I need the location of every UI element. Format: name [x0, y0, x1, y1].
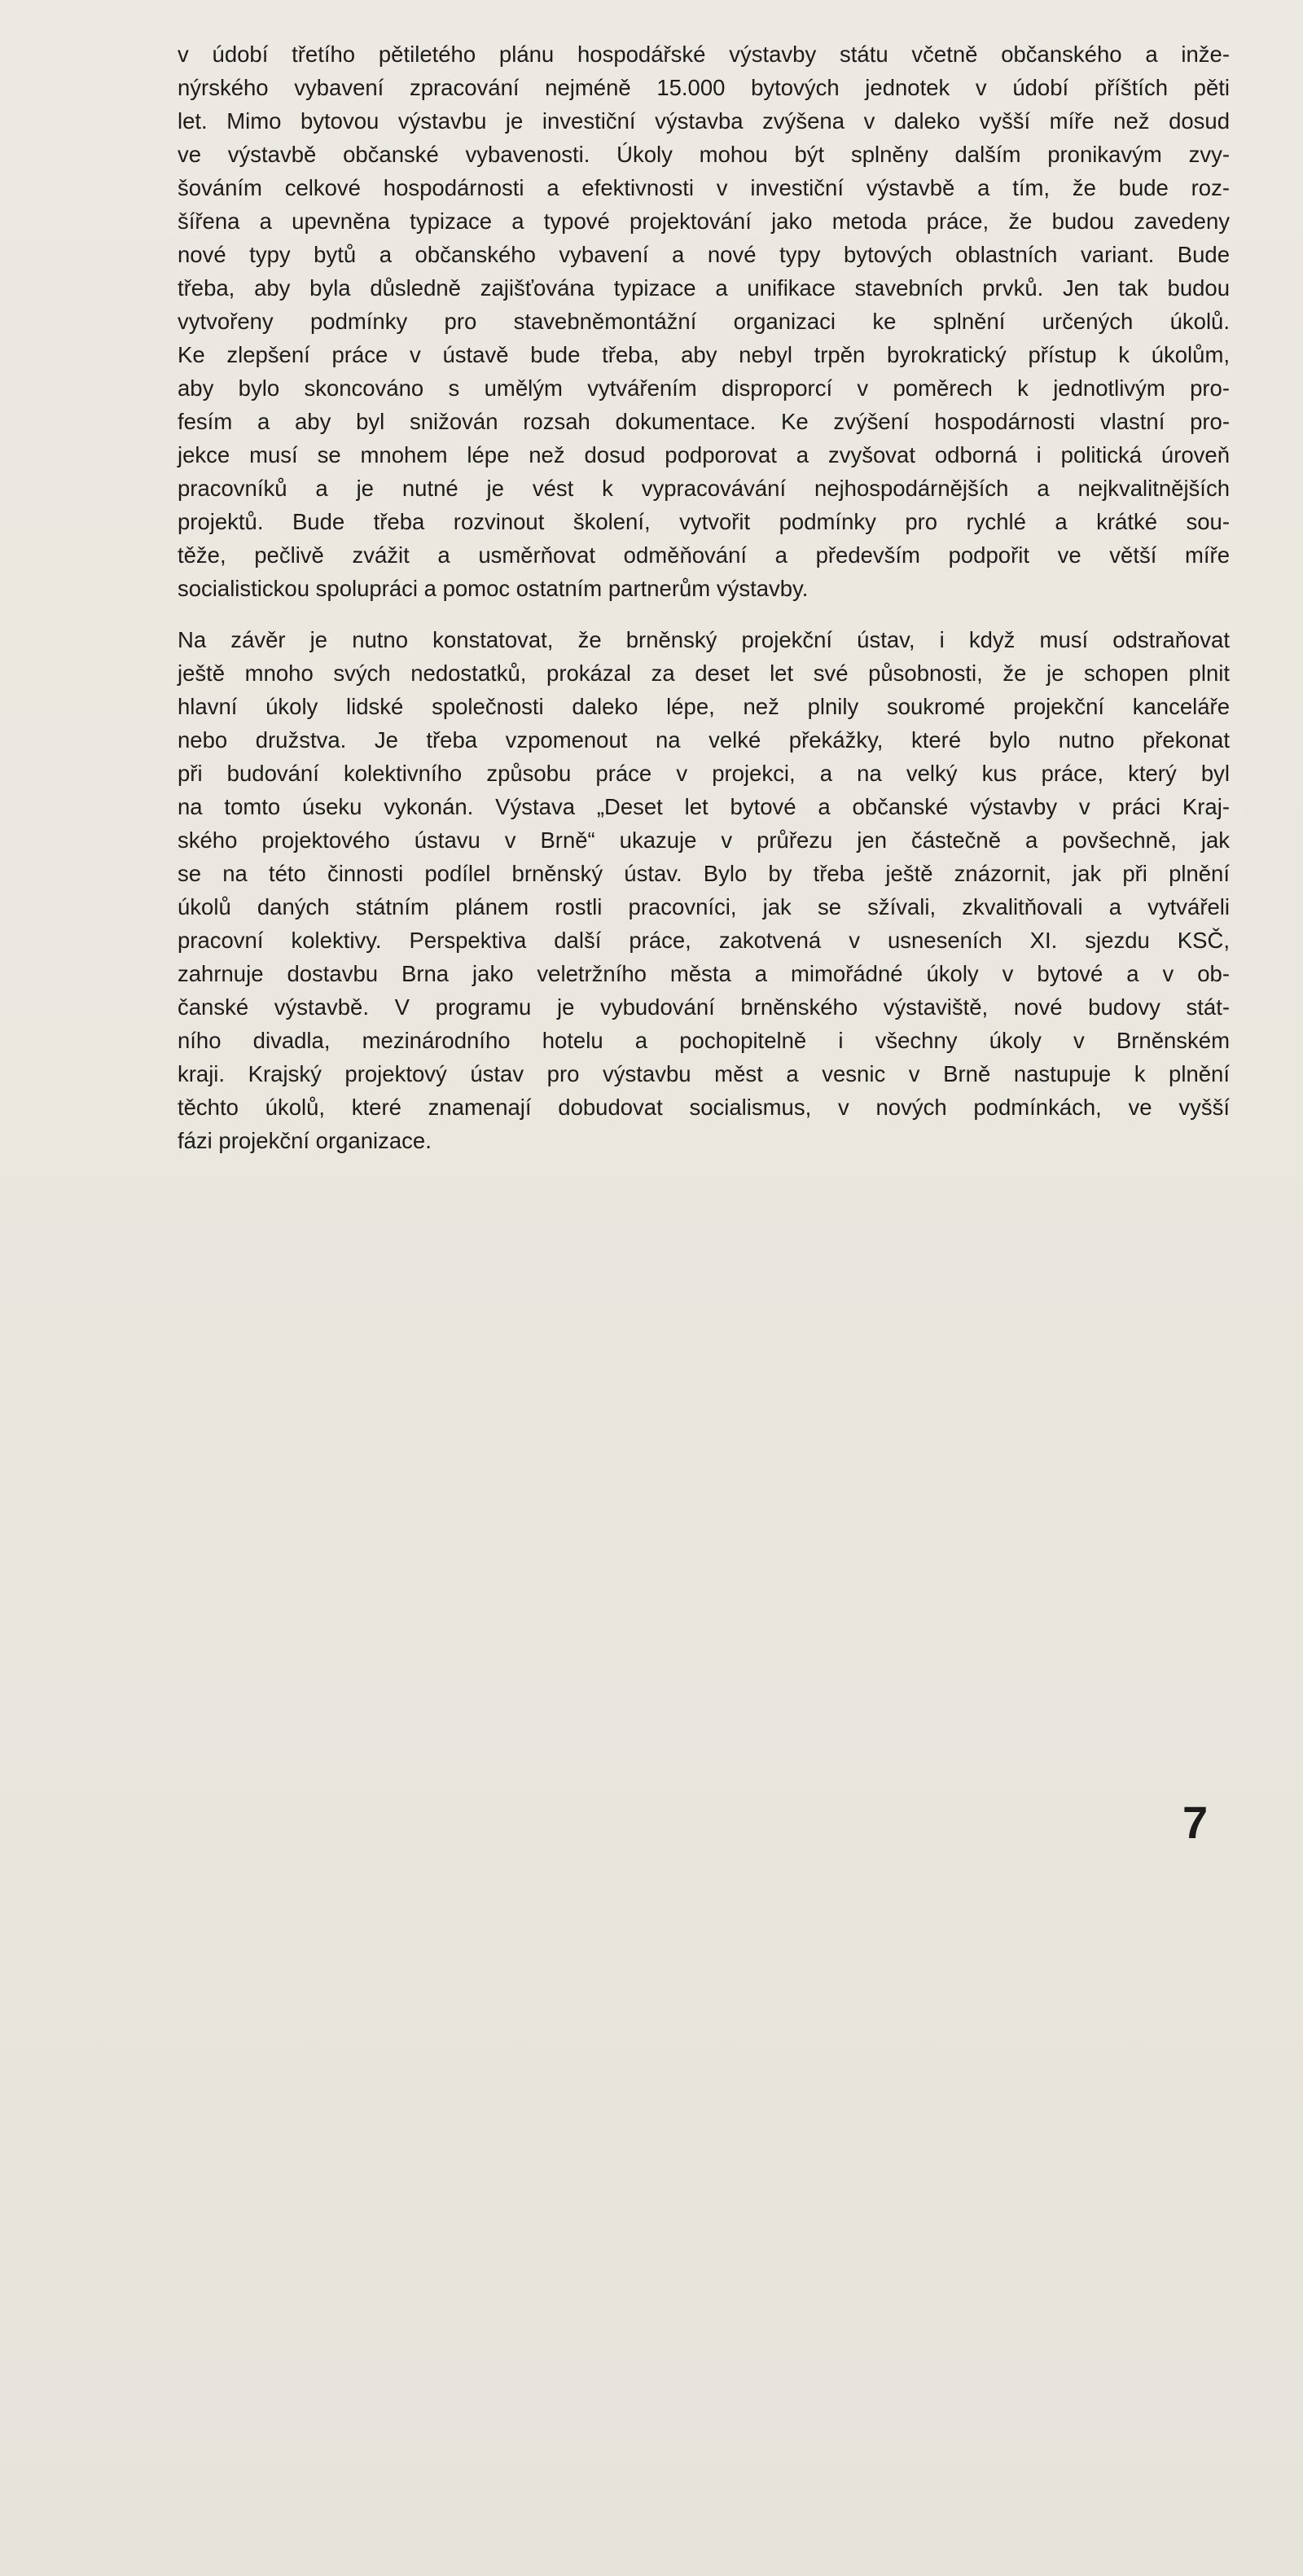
text-line: fesím a aby byl snižován rozsah dokumentace. Ke zvýšení hospodárnosti vlastní pro- — [178, 409, 1230, 434]
text-line: ského projektového ústavu v Brně“ ukazuje v průřezu jen částečně a povšechně, jak — [178, 827, 1230, 853]
text-line: zahrnuje dostavbu Brna jako veletržního města a mimořádné úkoly v bytové a v ob- — [178, 961, 1230, 986]
text-line: šířena a upevněna typizace a typové projektování jako metoda práce, že budou zavedeny — [178, 208, 1230, 234]
text-line: hlavní úkoly lidské společnosti daleko lépe, než plnily soukromé projekční kanceláře — [178, 694, 1230, 719]
text-line: se na této činnosti podílel brněnský ústav. Bylo by třeba ještě znázornit, jak při plnění — [178, 861, 1230, 886]
text-line: čanské výstavbě. V programu je vybudování brněnského výstaviště, nové budovy stát- — [178, 994, 1230, 1020]
text-line: úkolů daných státním plánem rostli pracovníci, jak se sžívali, zkvalitňovali a vytvářeli — [178, 894, 1230, 919]
text-line: projektů. Bude třeba rozvinout školení, vytvořit podmínky pro rychlé a krátké sou- — [178, 509, 1230, 534]
text-line: nebo družstva. Je třeba vzpomenout na velké překážky, které bylo nutno překonat — [178, 727, 1230, 753]
text-line: těže, pečlivě zvážit a usměrňovat odměňování a především podpořit ve větší míře — [178, 542, 1230, 568]
text-line: pracovní kolektivy. Perspektiva další práce, zakotvená v usneseních XI. sjezdu KSČ, — [178, 928, 1230, 953]
text-line: Na závěr je nutno konstatovat, že brněnský projekční ústav, i když musí odstraňovat — [178, 627, 1230, 652]
text-line: socialistickou spolupráci a pomoc ostatním partnerům výstavby. — [178, 576, 809, 601]
text-line: nýrského vybavení zpracování nejméně 15.000 bytových jednotek v údobí příštích pěti — [178, 75, 1230, 100]
text-line: pracovníků a je nutné je vést k vypracovávání nejhospodárnějších a nejkvalitnějších — [178, 476, 1230, 501]
text-line: třeba, aby byla důsledně zajišťována typizace a unifikace stavebních prvků. Jen tak budou — [178, 275, 1230, 301]
page-number: 7 — [1182, 1797, 1209, 1848]
text-line: na tomto úseku vykonán. Výstava „Deset let bytové a občanské výstavby v práci Kraj- — [178, 794, 1230, 819]
text-line: aby bylo skoncováno s umělým vytvářením disproporcí v poměrech k jednotlivým pro- — [178, 375, 1230, 401]
text-line: ve výstavbě občanské vybavenosti. Úkoly mohou být splněny dalším pronikavým zvy- — [178, 142, 1230, 167]
text-line: vytvořeny podmínky pro stavebněmontážní organizaci ke splnění určených úkolů. — [178, 309, 1230, 334]
text-line: v údobí třetího pětiletého plánu hospodářské výstavby státu včetně občanského a inže- — [178, 42, 1230, 67]
text-line: při budování kolektivního způsobu práce v projekci, a na velký kus práce, který byl — [178, 761, 1230, 786]
text-line: Ke zlepšení práce v ústavě bude třeba, aby nebyl trpěn byrokratický přístup k úkolům, — [178, 342, 1230, 367]
text-line: ního divadla, mezinárodního hotelu a pochopitelně i všechny úkoly v Brněnském — [178, 1028, 1230, 1053]
text-line: fázi projekční organizace. — [178, 1128, 432, 1153]
paragraph — [178, 623, 1230, 1157]
body-text — [178, 37, 1230, 1175]
text-line: jekce musí se mnohem lépe než dosud podporovat a zvyšovat odborná i politická úroveň — [178, 442, 1230, 467]
text-line: ještě mnoho svých nedostatků, prokázal za deset let své působnosti, že je schopen plnit — [178, 660, 1230, 686]
text-line: kraji. Krajský projektový ústav pro výstavbu měst a vesnic v Brně nastupuje k plnění — [178, 1061, 1230, 1086]
text-line: let. Mimo bytovou výstavbu je investiční výstavba zvýšena v daleko vyšší míře než dosud — [178, 108, 1230, 134]
text-line: nové typy bytů a občanského vybavení a nové typy bytových oblastních variant. Bude — [178, 242, 1230, 267]
text-line: těchto úkolů, které znamenají dobudovat socialismus, v nových podmínkách, ve vyšší — [178, 1095, 1230, 1120]
text-line: šováním celkové hospodárnosti a efektivnosti v investiční výstavbě a tím, že bude roz- — [178, 175, 1230, 200]
paragraph — [178, 37, 1230, 605]
